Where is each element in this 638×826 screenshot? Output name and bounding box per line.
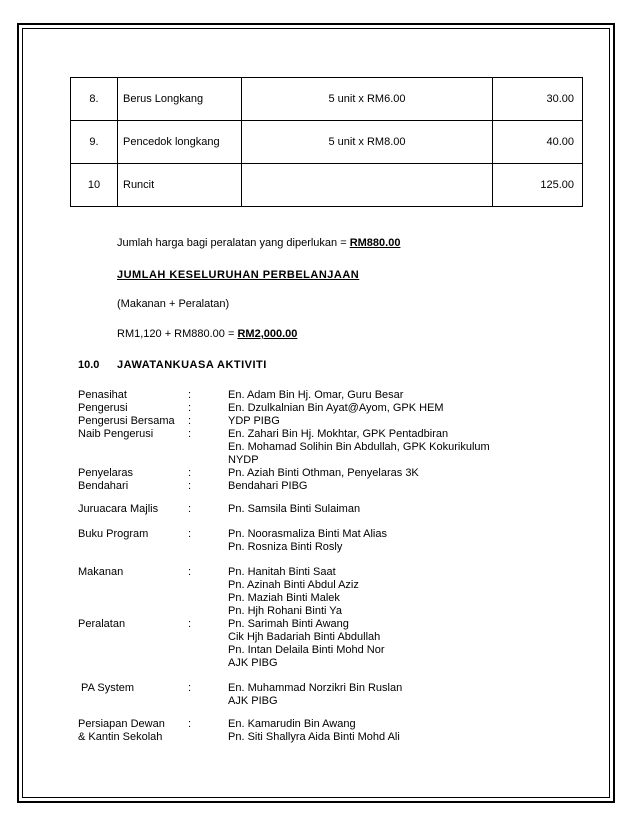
- committee-role: Makanan: [78, 566, 124, 578]
- committee-role: Naib Pengerusi: [78, 428, 154, 440]
- colon: :: [188, 682, 192, 694]
- item-quantity: 5 unit x RM6.00: [242, 78, 493, 121]
- table-row: [71, 121, 583, 164]
- row-number: 10: [71, 164, 118, 207]
- committee-member: En. Dzulkalnian Bin Ayat@Ayom, GPK HEM: [228, 402, 444, 414]
- row-number: 8.: [71, 78, 118, 121]
- committee-member: En. Mohamad Solihin Bin Abdullah, GPK Kokurikulum: [228, 441, 490, 453]
- committee-member: Pn. Noorasmaliza Binti Mat Alias: [228, 528, 387, 540]
- committee-role: Buku Program: [78, 528, 149, 540]
- committee-member: Pn. Sarimah Binti Awang: [228, 618, 349, 630]
- committee-member: AJK PIBG: [228, 657, 278, 669]
- table-row: [71, 78, 583, 121]
- committee-member: Cik Hjh Badariah Binti Abdullah: [228, 631, 381, 643]
- committee-member: En. Muhammad Norzikri Bin Ruslan: [228, 682, 403, 694]
- colon: :: [188, 566, 192, 578]
- colon: :: [188, 480, 192, 492]
- committee-role: Pengerusi: [78, 402, 128, 414]
- grand-total-calc: RM1,120 + RM880.00 =: [117, 328, 238, 340]
- committee-role: Persiapan Dewan: [78, 718, 165, 730]
- committee-role-continued: & Kantin Sekolah: [78, 731, 163, 743]
- colon: :: [188, 528, 192, 540]
- committee-member: Pn. Siti Shallyra Aida Binti Mohd Ali: [228, 731, 400, 743]
- committee-member: En. Kamarudin Bin Awang: [228, 718, 356, 730]
- committee-member: Pn. Aziah Binti Othman, Penyelaras 3K: [228, 467, 419, 479]
- committee-member: Pn. Samsila Binti Sulaiman: [228, 503, 361, 515]
- equipment-total-value: RM880.00: [349, 237, 401, 249]
- committee-member: Pn. Maziah Binti Malek: [228, 592, 340, 604]
- committee-member: Pn. Azinah Binti Abdul Aziz: [228, 579, 359, 591]
- committee-member: Pn. Hjh Rohani Binti Ya: [228, 605, 342, 617]
- grand-total-heading: JUMLAH KESELURUHAN PERBELANJAAN: [117, 269, 360, 281]
- committee-member: Pn. Hanitah Binti Saat: [228, 566, 336, 578]
- item-price: 30.00: [493, 78, 583, 121]
- colon: :: [188, 718, 192, 730]
- colon: :: [188, 428, 192, 440]
- committee-role: Pengerusi Bersama: [78, 415, 175, 427]
- item-name: Berus Longkang: [118, 78, 242, 121]
- breakdown-text: (Makanan + Peralatan): [117, 298, 230, 310]
- grand-total-value: RM2,000.00: [237, 328, 298, 340]
- table-row: [71, 164, 583, 207]
- colon: :: [188, 415, 192, 427]
- committee-member: YDP PIBG: [228, 415, 280, 427]
- colon: :: [188, 402, 192, 414]
- committee-role: Juruacara Majlis: [78, 503, 159, 515]
- cost-table: [70, 77, 583, 207]
- committee-member: En. Zahari Bin Hj. Mokhtar, GPK Pentadbiran: [228, 428, 449, 440]
- committee-role: Bendahari: [78, 480, 129, 492]
- item-quantity: [242, 164, 493, 207]
- colon: :: [188, 503, 192, 515]
- item-price: 125.00: [493, 164, 583, 207]
- committee-role: Penyelaras: [78, 467, 134, 479]
- committee-member: En. Adam Bin Hj. Omar, Guru Besar: [228, 389, 404, 401]
- item-name: Runcit: [118, 164, 242, 207]
- committee-member: Bendahari PIBG: [228, 480, 308, 492]
- committee-role: PA System: [78, 682, 135, 694]
- grand-total-line: [117, 328, 297, 341]
- item-quantity: 5 unit x RM8.00: [242, 121, 493, 164]
- item-name: Pencedok longkang: [118, 121, 242, 164]
- colon: :: [188, 467, 192, 479]
- section-title: JAWATANKUASA AKTIVITI: [117, 359, 267, 371]
- committee-member: AJK PIBG: [228, 695, 278, 707]
- equipment-total-line: [117, 237, 400, 250]
- committee-member: NYDP: [228, 454, 259, 466]
- colon: :: [188, 389, 192, 401]
- equipment-total-text: Jumlah harga bagi peralatan yang diperlukan =: [117, 237, 350, 249]
- committee-member: Pn. Rosniza Binti Rosly: [228, 541, 343, 553]
- committee-role: Peralatan: [78, 618, 126, 630]
- item-price: 40.00: [493, 121, 583, 164]
- committee-role: Penasihat: [78, 389, 127, 401]
- colon: :: [188, 618, 192, 630]
- row-number: 9.: [71, 121, 118, 164]
- committee-member: Pn. Intan Delaila Binti Mohd Nor: [228, 644, 385, 656]
- section-number: 10.0: [78, 359, 100, 371]
